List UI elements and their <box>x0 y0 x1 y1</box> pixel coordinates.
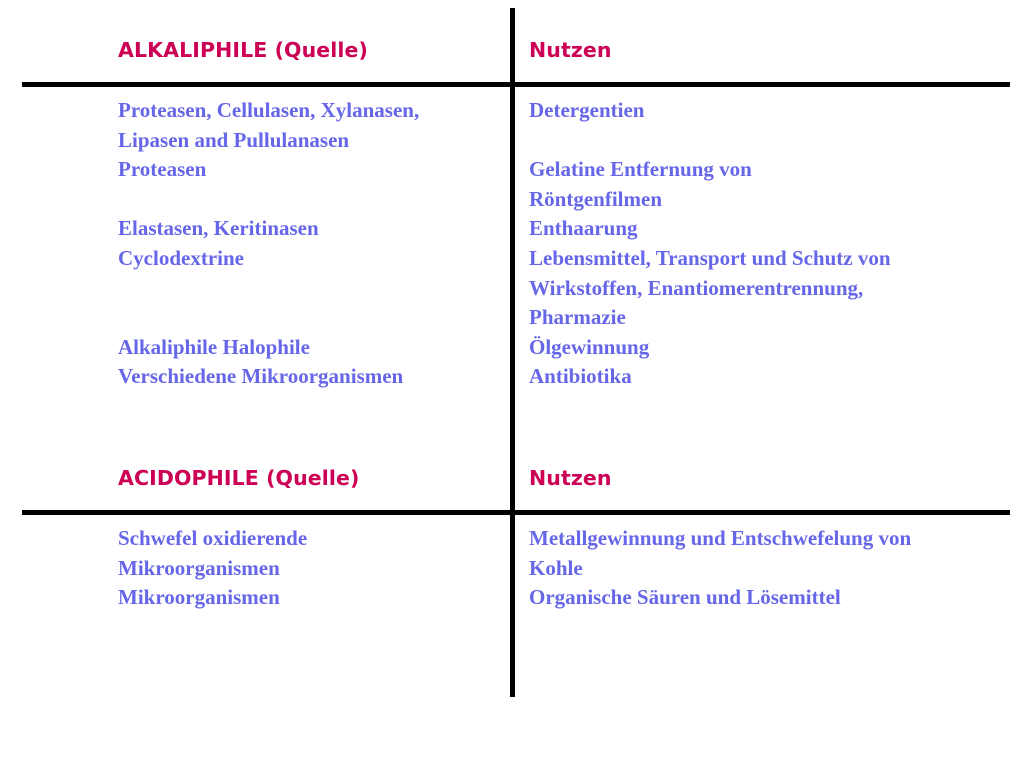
list-item: Enthaarung <box>529 216 638 241</box>
list-item: Elastasen, Keritinasen <box>118 216 319 241</box>
header-rule-acidophile <box>22 510 1010 515</box>
section-alkaliphile-source-header: ALKALIPHILE (Quelle) <box>118 38 369 62</box>
section-acidophile-source-cell <box>118 524 500 613</box>
list-item: Kohle <box>529 555 583 580</box>
list-spacer <box>118 185 500 215</box>
list-item: Detergentien <box>529 98 645 122</box>
list-item: Röntgenfilmen <box>529 186 662 211</box>
section-acidophile-benefit-cell <box>529 524 1009 613</box>
list-item: Proteasen <box>118 157 207 182</box>
list-item: Gelatine Entfernung von <box>529 157 752 182</box>
list-item: Lebensmittel, Transport und Schutz von <box>529 245 891 270</box>
list-item: Proteasen, Cellulasen, Xylanasen, <box>118 98 420 122</box>
list-item: Lipasen and Pullulanasen <box>118 127 350 152</box>
section-alkaliphile-benefit-header: Nutzen <box>529 38 612 62</box>
list-item: Verschiedene Mikroorganismen <box>118 364 404 389</box>
list-spacer <box>118 274 500 304</box>
list-item: Mikroorganismen <box>118 555 280 580</box>
list-item: Cyclodextrine <box>118 245 244 270</box>
section-acidophile-source-header: ACIDOPHILE (Quelle) <box>118 466 360 490</box>
list-item: Schwefel oxidierende <box>118 526 308 550</box>
section-alkaliphile-benefit-cell <box>529 96 1009 392</box>
list-spacer <box>118 303 500 333</box>
list-item: Antibiotika <box>529 364 632 389</box>
section-acidophile-benefit-header: Nutzen <box>529 466 612 490</box>
section-alkaliphile-source-cell <box>118 96 500 392</box>
list-item: Ölgewinnung <box>529 334 650 359</box>
header-rule-alkaliphile <box>22 82 1010 87</box>
column-divider <box>510 8 515 697</box>
list-item: Alkaliphile Halophile <box>118 334 310 359</box>
list-item: Organische Säuren und Lösemittel <box>529 585 841 610</box>
list-item: Wirkstoffen, Enantiomerentrennung, <box>529 275 864 300</box>
list-item: Metallgewinnung und Entschwefelung von <box>529 526 912 550</box>
list-item: Mikroorganismen <box>118 585 280 610</box>
list-spacer <box>529 126 1009 156</box>
list-item: Pharmazie <box>529 305 626 330</box>
